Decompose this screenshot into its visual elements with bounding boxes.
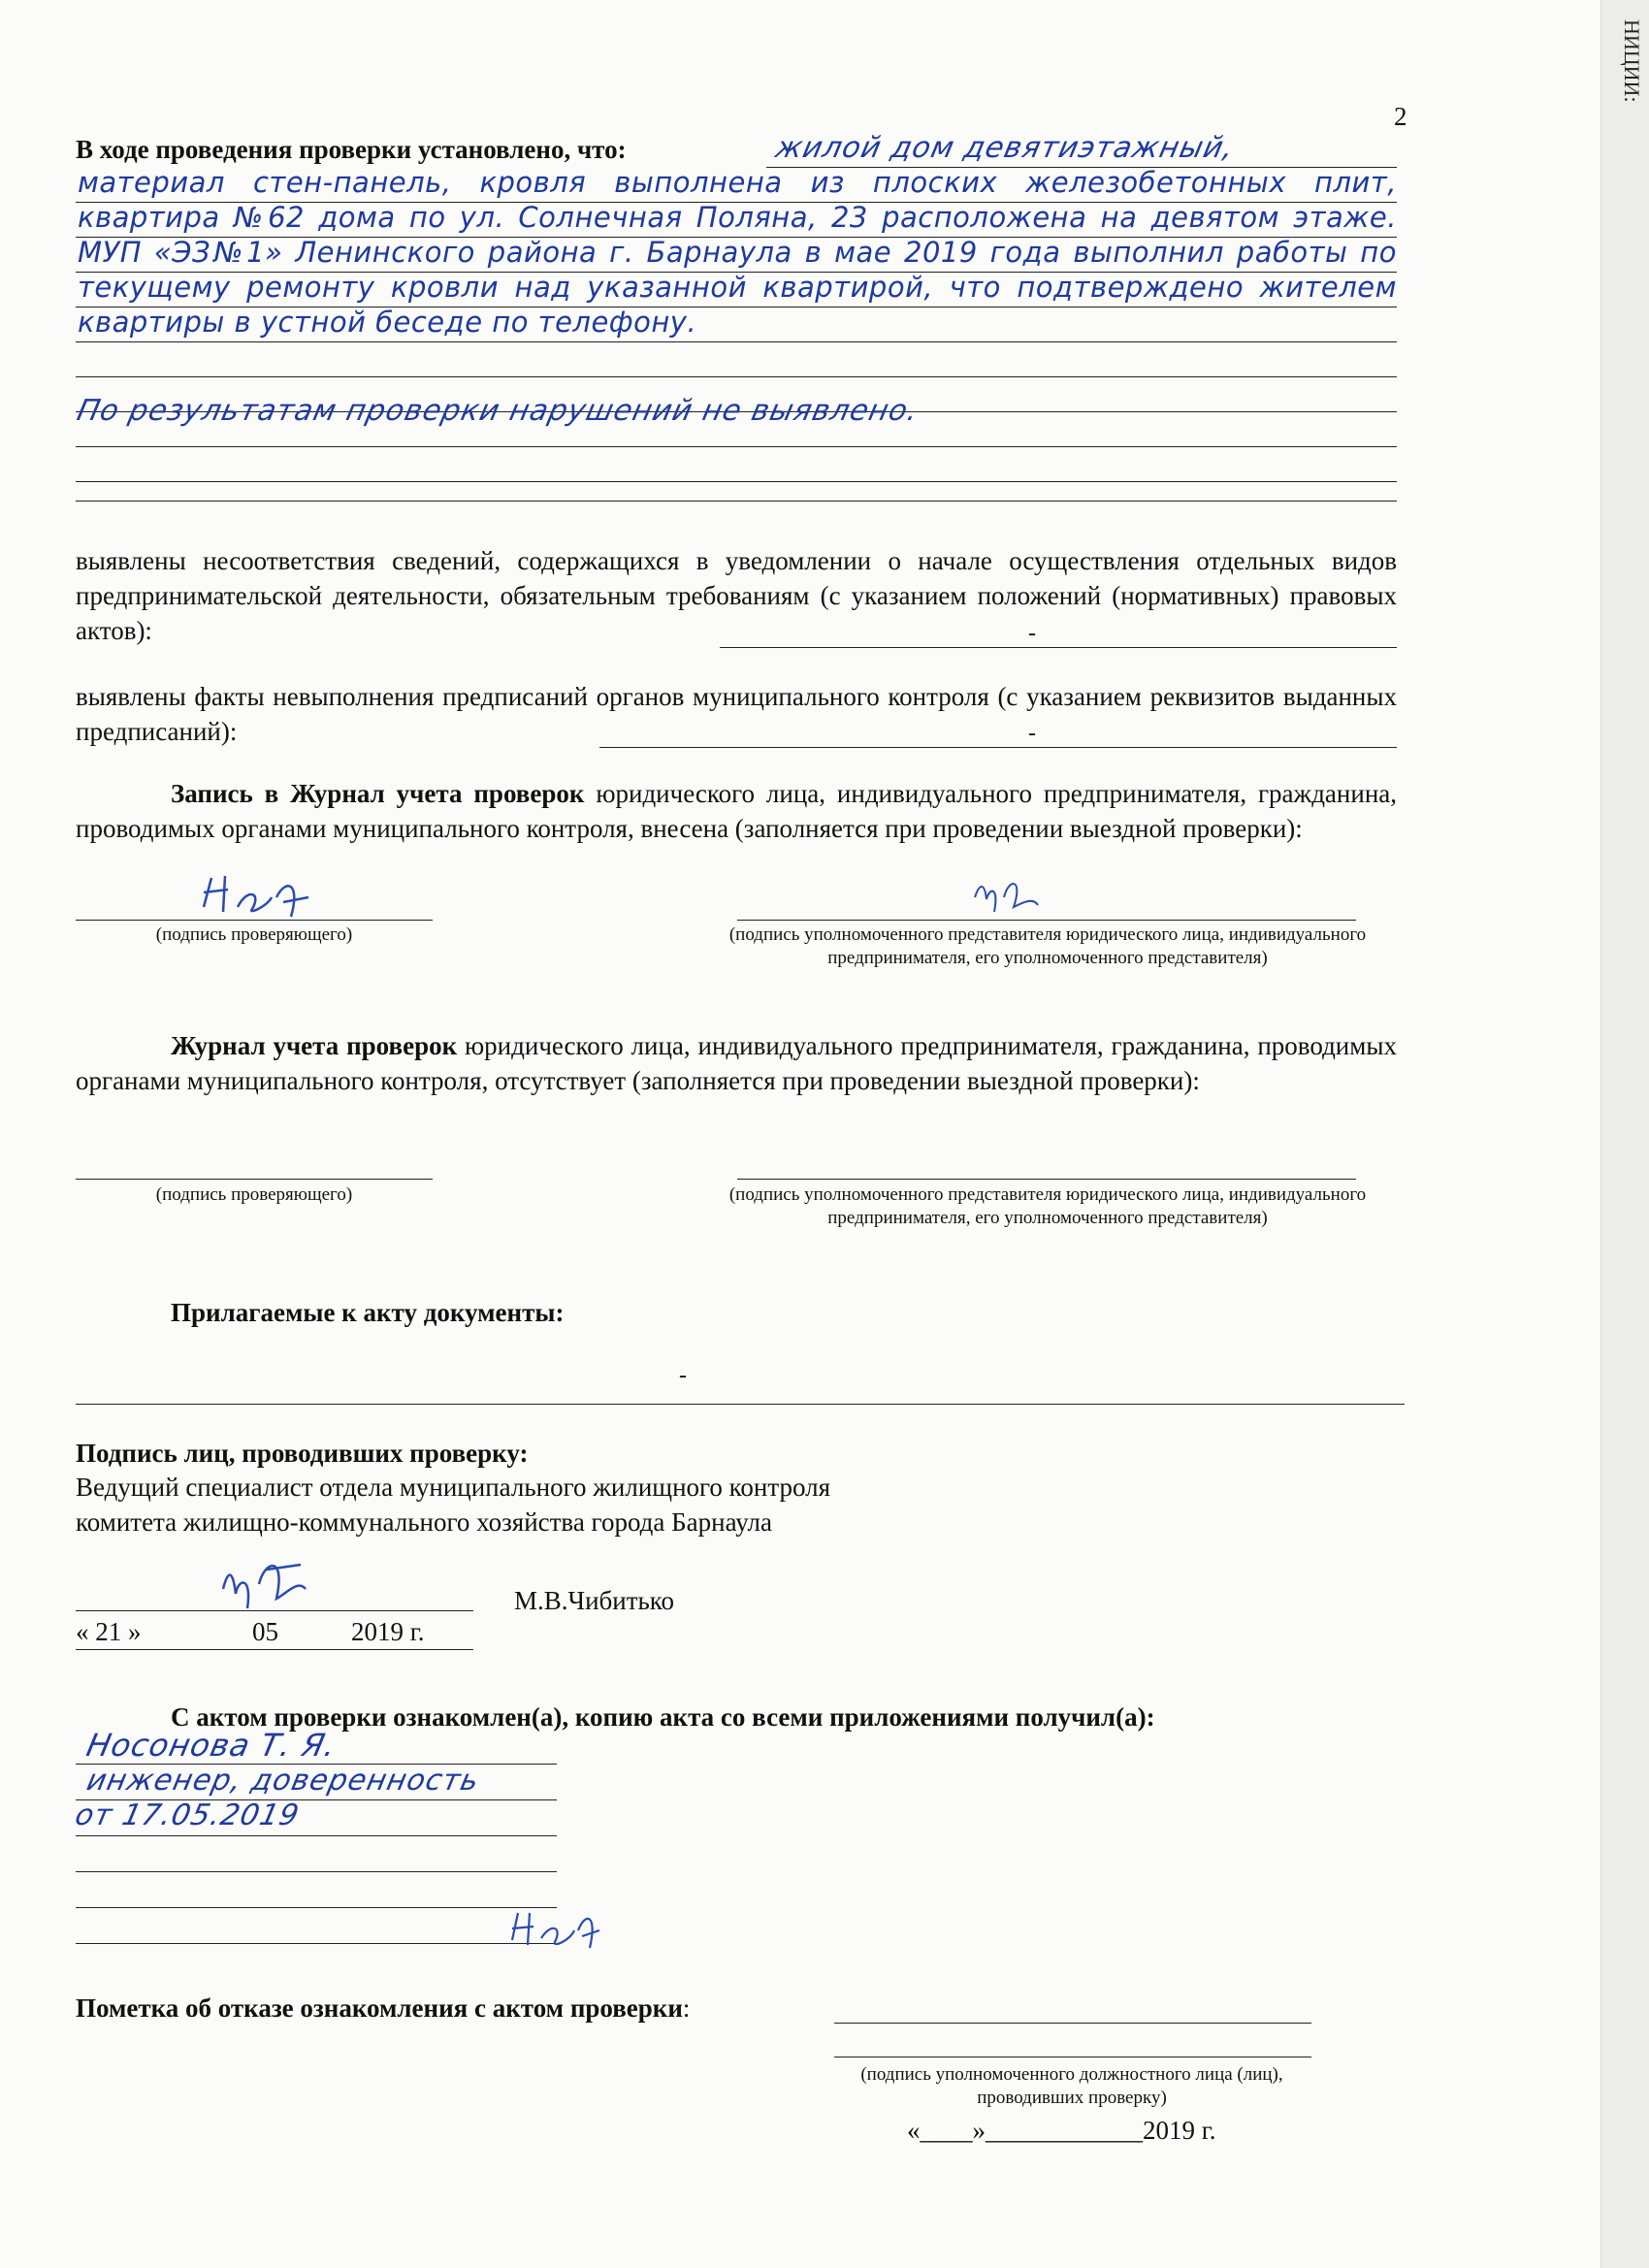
position-line2: комитета жилищно-коммунального хозяйства города Барнаула [76, 1507, 772, 1537]
journal-absent-text: Журнал учета проверок юридического лица, индивидуального предпринимателя, гражданина, проводимых органами муниципального контроля, отсутствует (заполняется при проведении выездной проверки): [76, 1031, 1397, 1095]
caption-inspector-2: (подпись проверяющего) [155, 1184, 353, 1205]
date-day: « 21 » [76, 1617, 142, 1646]
caption-inspector-1: (подпись проверяющего) [155, 924, 353, 945]
findings-handwriting-conclusion: По результатам проверки нарушений не выявлено. [74, 394, 922, 428]
date-year: 2019 г. [351, 1617, 425, 1646]
signatures-label: Подпись лиц, проводивших проверку: [76, 1439, 529, 1468]
findings-handwriting-line1: жилой дом девятиэтажный, [772, 131, 1238, 165]
page-number: 2 [1394, 102, 1407, 131]
journal-absent-bold: Журнал учета проверок [171, 1031, 458, 1060]
position-line1: Ведущий специалист отдела муниципального жилищного контроля [76, 1473, 831, 1502]
inspector-signature-1 [194, 868, 320, 926]
acknowledged-handwriting-2: инженер, доверенность [83, 1764, 483, 1798]
edge-label: НИЦИИ: [1620, 19, 1644, 103]
acknowledged-signature [504, 1901, 601, 1955]
violations-text: выявлены факты невыполнения предписаний органов муниципального контроля (с указанием реквизитов выданных предписаний): [76, 682, 1397, 746]
inconsistencies-text: выявлены несоответствия сведений, содержащихся в уведомлении о начале осуществления отдельных видов предпринимательской деятельности, обязательным требованиям (с указанием положений (нормативных) правовых актов): [76, 546, 1397, 645]
caption-representative-2: (подпись уполномоченного представителя юридического лица, индивидуального предпринимателя, его уполномоченного представителя) [728, 1184, 1367, 1228]
journal-entry-bold: Запись в Журнал учета проверок [171, 779, 585, 808]
attachments-label: Прилагаемые к акту документы: [171, 1298, 565, 1327]
findings-handwriting-body: материал стен-панель, кровля выполнена из плоских железобетонных плит, квартира №62 дома по ул. Солнечная Поляна, 23 расположена на девятом этаже. МУП «ЭЗ№1» Ленинского района г. Барнаула в мае 2019 года выполнил работы по текущему ремонту кровли над указанной квартирой, что подтверждено жителем квартиры в устной беседе по телефону. [78, 166, 1397, 339]
journal-entry-text: Запись в Журнал учета проверок юридического лица, индивидуального предпринимателя, гражданина, проводимых органами муниципального контроля, внесена (заполняется при проведении выездной проверки): [76, 779, 1397, 843]
caption-representative-1: (подпись уполномоченного представителя юридического лица, индивидуального предпринимателя, его уполномоченного представителя) [728, 924, 1367, 968]
inspector-name: М.В.Чибитько [514, 1586, 675, 1615]
attachments-value: - [679, 1363, 687, 1388]
inspector-signature-2 [209, 1550, 315, 1618]
representative-signature-1 [965, 868, 1052, 922]
inconsistencies-value: - [1028, 621, 1036, 646]
acknowledged-handwriting-3: от 17.05.2019 [72, 1798, 303, 1832]
date-month: 05 [252, 1617, 278, 1646]
acknowledged-handwriting-1: Носонова Т. Я. [82, 1727, 340, 1764]
violations-value: - [1028, 721, 1036, 746]
refusal-date: «____»____________2019 г. [907, 2116, 1216, 2145]
acknowledged-label: С актом проверки ознакомлен(а), копию акта со всеми приложениями получил(а): [171, 1702, 1155, 1732]
refusal-label: Пометка об отказе ознакомления с актом проверки: [76, 1993, 691, 2023]
findings-label: В ходе проведения проверки установлено, что: [76, 135, 627, 164]
refusal-caption: (подпись уполномоченного должностного лица (лиц), проводивших проверку) [860, 2064, 1283, 2108]
scan-edge-strip [1600, 0, 1649, 2268]
